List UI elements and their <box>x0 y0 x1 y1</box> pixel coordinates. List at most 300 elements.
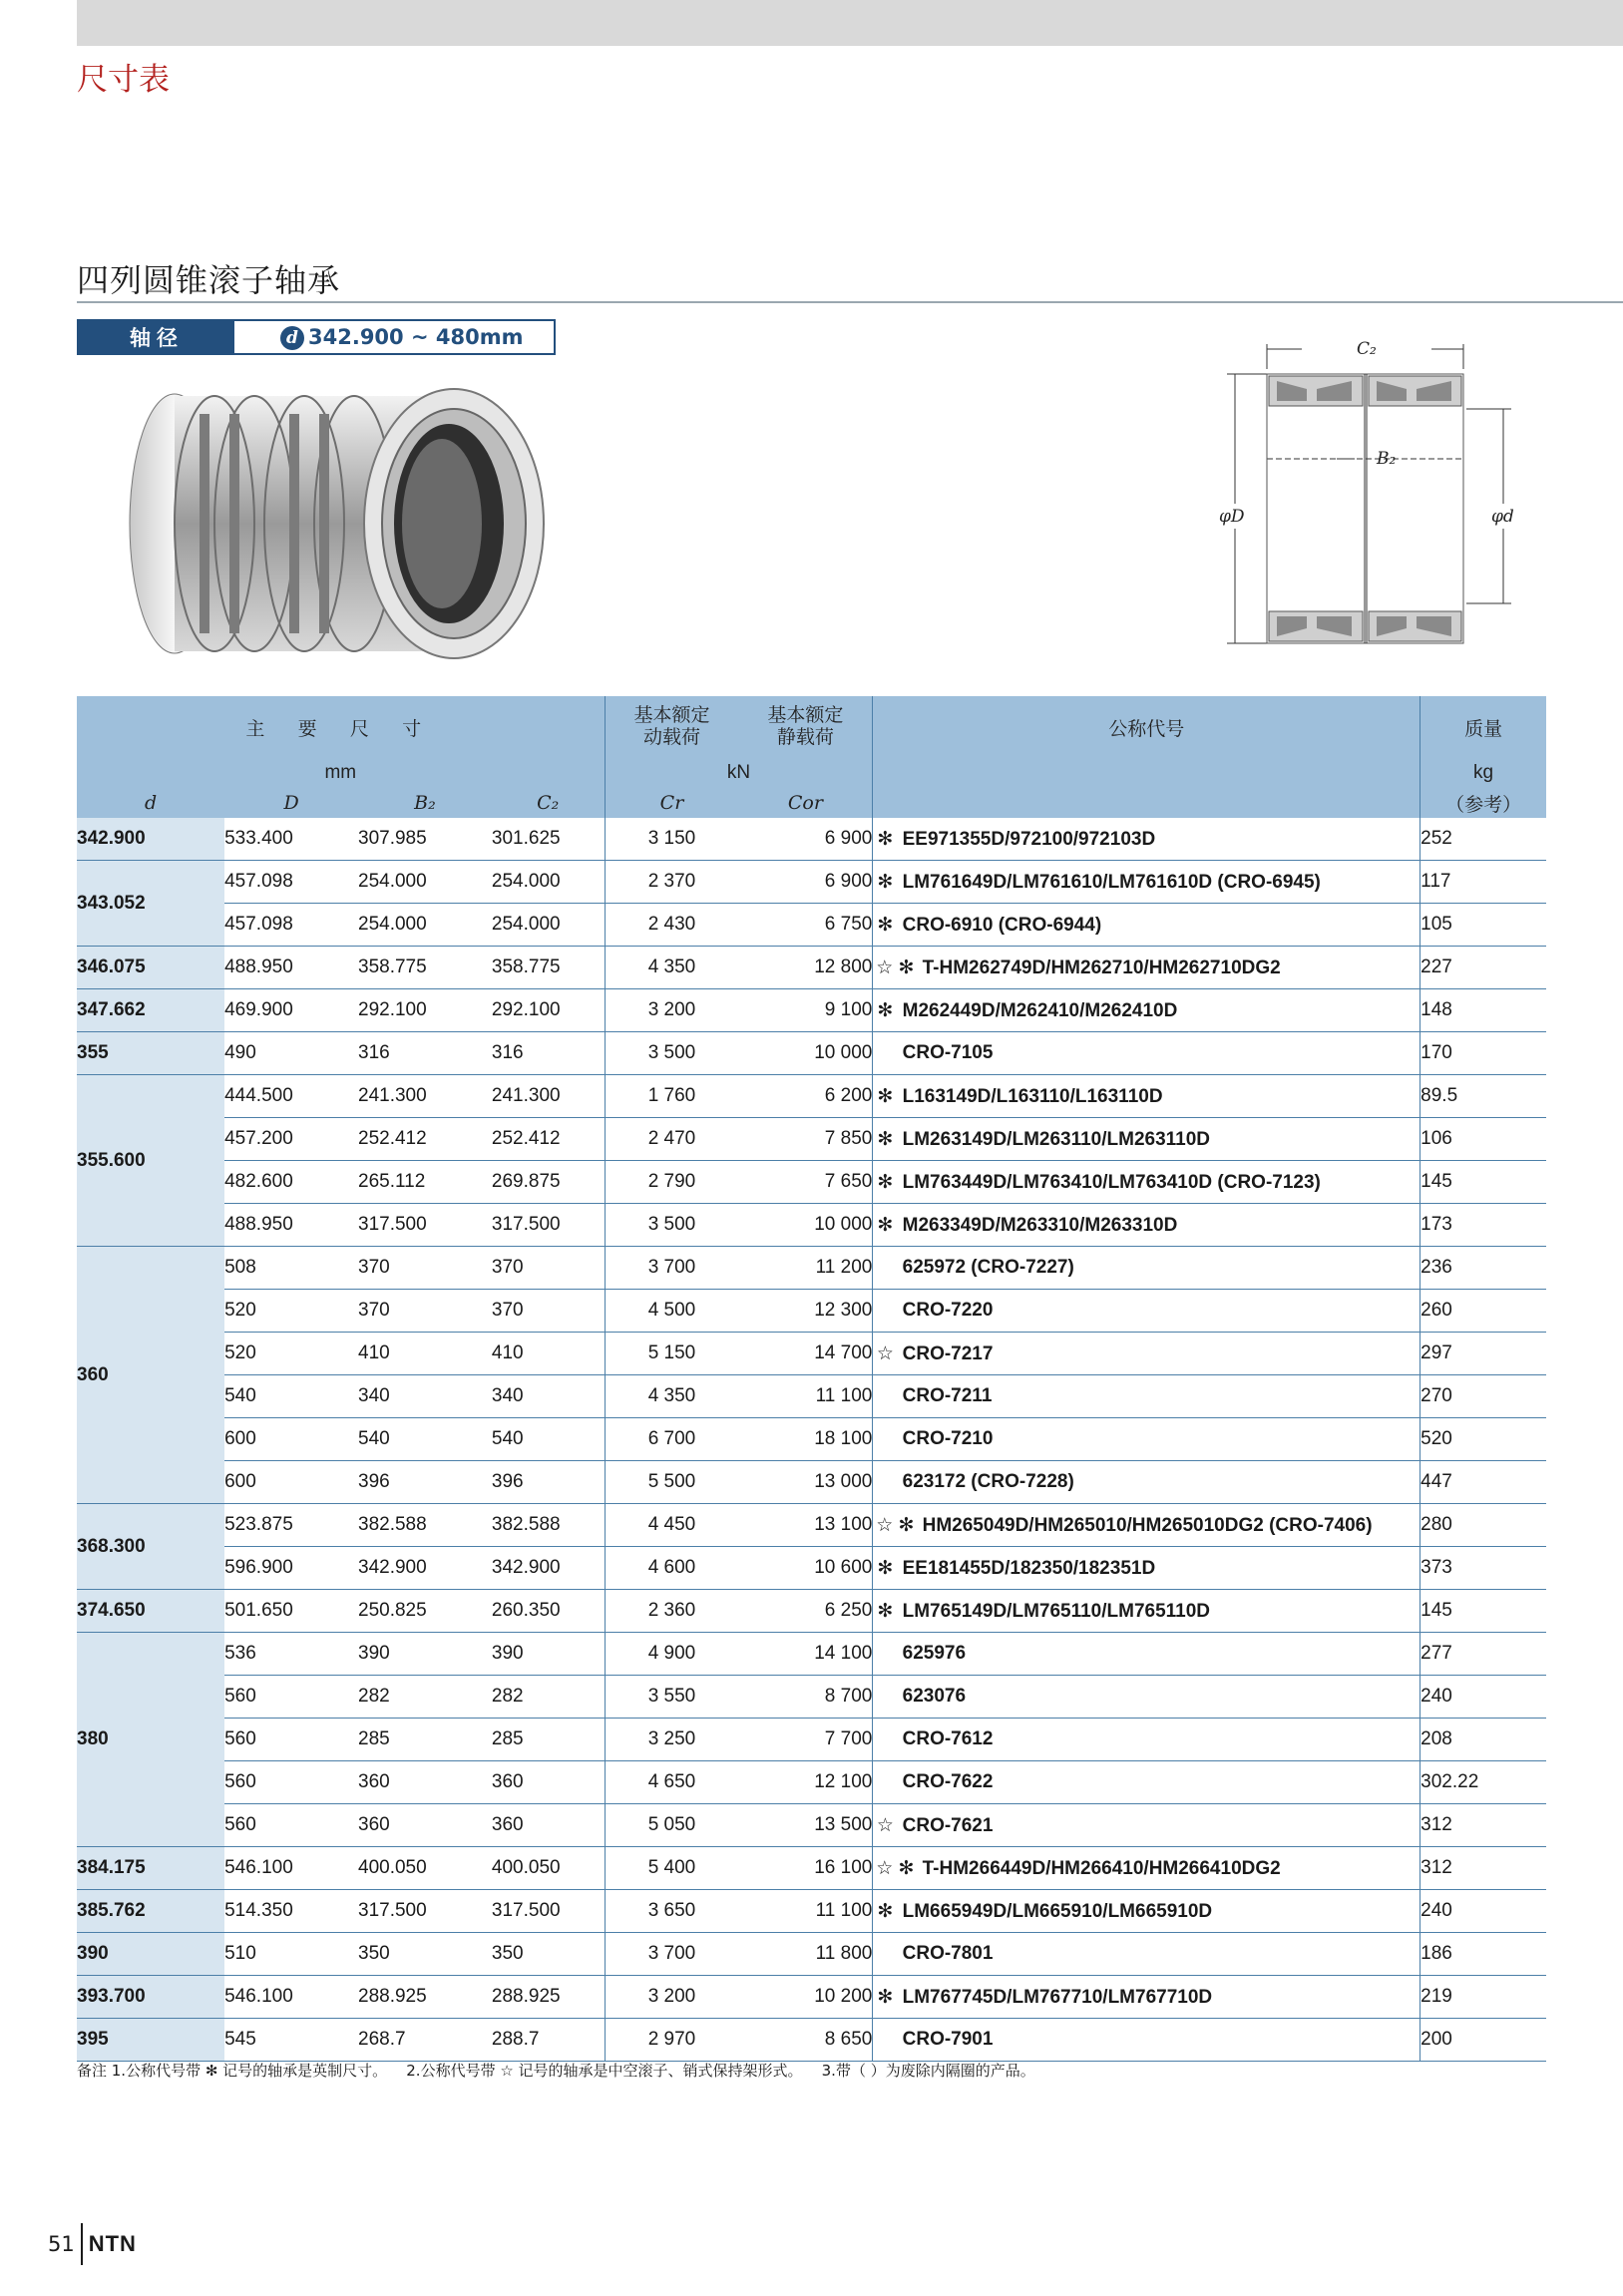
cell-D: 457.200 <box>224 1118 358 1161</box>
code-text: CRO-7621 <box>902 1814 994 1836</box>
header-main-dims: 主 要 尺 寸 <box>77 696 605 758</box>
cell-Cr: 4 600 <box>605 1547 738 1590</box>
table-row <box>77 947 1546 989</box>
cell-C2: 301.625 <box>492 818 605 861</box>
cell-B2: 540 <box>358 1418 492 1461</box>
cell-Cr: 2 430 <box>605 904 738 947</box>
header-unit-mm: mm <box>77 758 605 788</box>
cell-B2: 410 <box>358 1333 492 1375</box>
code-text: LM767745D/LM767710/LM767710D <box>902 1986 1213 2008</box>
cell-mass: 170 <box>1420 1032 1546 1075</box>
cell-mass: 208 <box>1420 1719 1546 1761</box>
cell-code <box>873 1719 1420 1761</box>
cell-mass: 270 <box>1420 1375 1546 1418</box>
cell-D: 596.900 <box>224 1547 358 1590</box>
cell-D: 514.350 <box>224 1890 358 1933</box>
table-row <box>77 1161 1546 1204</box>
cell-code <box>873 2019 1420 2062</box>
table-row <box>77 1032 1546 1075</box>
cell-C2: 400.050 <box>492 1847 605 1890</box>
cell-mass: 447 <box>1420 1461 1546 1504</box>
table-row <box>77 1075 1546 1118</box>
table-row <box>77 1504 1546 1547</box>
cell-B2: 360 <box>358 1761 492 1804</box>
cell-code <box>873 1333 1420 1375</box>
table-row <box>77 1418 1546 1461</box>
cell-Cr: 2 370 <box>605 861 738 904</box>
cell-Cr: 3 500 <box>605 1032 738 1075</box>
code-text: CRO-7211 <box>902 1385 993 1406</box>
cell-C2: 342.900 <box>492 1547 605 1590</box>
cell-Cr: 5 050 <box>605 1804 738 1847</box>
cell-B2: 285 <box>358 1719 492 1761</box>
cell-D: 482.600 <box>224 1161 358 1204</box>
cell-B2: 282 <box>358 1676 492 1719</box>
cell-Cr: 3 650 <box>605 1890 738 1933</box>
cell-D: 510 <box>224 1933 358 1976</box>
table-row <box>77 1118 1546 1161</box>
code-mark: ✻ <box>877 1986 894 2008</box>
table-row <box>77 1290 1546 1333</box>
code-text: 625976 <box>902 1643 967 1664</box>
shaft-range-box <box>77 319 556 355</box>
cell-mass: 312 <box>1420 1847 1546 1890</box>
cell-d: 395 <box>77 2019 224 2062</box>
cell-B2: 254.000 <box>358 904 492 947</box>
bearing-photo <box>105 374 554 673</box>
cell-mass: 105 <box>1420 904 1546 947</box>
cell-B2: 360 <box>358 1804 492 1847</box>
cell-code <box>873 989 1420 1032</box>
cell-B2: 254.000 <box>358 861 492 904</box>
cell-C2: 390 <box>492 1633 605 1676</box>
cell-Cor: 10 200 <box>738 1976 872 2019</box>
cell-mass: 236 <box>1420 1247 1546 1290</box>
cell-Cr: 4 900 <box>605 1633 738 1676</box>
cell-d: 355 <box>77 1032 224 1075</box>
cell-mass: 373 <box>1420 1547 1546 1590</box>
cell-Cor: 7 850 <box>738 1118 872 1161</box>
cell-mass: 106 <box>1420 1118 1546 1161</box>
cell-Cr: 3 500 <box>605 1204 738 1247</box>
cell-mass: 148 <box>1420 989 1546 1032</box>
cell-Cr: 4 650 <box>605 1761 738 1804</box>
cell-Cor: 6 750 <box>738 904 872 947</box>
table-row <box>77 1976 1546 2019</box>
code-text: CRO-7220 <box>902 1300 994 1321</box>
cell-Cor: 12 100 <box>738 1761 872 1804</box>
cell-mass: 252 <box>1420 818 1546 861</box>
cell-mass: 240 <box>1420 1890 1546 1933</box>
cell-Cr: 3 200 <box>605 989 738 1032</box>
cell-B2: 241.300 <box>358 1075 492 1118</box>
code-text: 625972 (CRO-7227) <box>902 1257 1074 1278</box>
cell-Cor: 11 100 <box>738 1890 872 1933</box>
dimension-diagram <box>1207 329 1536 658</box>
cell-mass: 186 <box>1420 1933 1546 1976</box>
code-mark: ☆ ✻ <box>876 1514 915 1536</box>
cell-Cr: 2 790 <box>605 1161 738 1204</box>
code-text: LM761649D/LM761610/LM761610D (CRO-6945) <box>902 871 1321 893</box>
cell-D: 444.500 <box>224 1075 358 1118</box>
cell-Cor: 16 100 <box>738 1847 872 1890</box>
cell-D: 501.650 <box>224 1590 358 1633</box>
cell-mass: 117 <box>1420 861 1546 904</box>
cell-code <box>873 1118 1420 1161</box>
code-text: M263349D/M263310/M263310D <box>902 1214 1178 1236</box>
cell-mass: 219 <box>1420 1976 1546 2019</box>
code-text: LM765149D/LM765110/LM765110D <box>902 1600 1211 1622</box>
cell-D: 540 <box>224 1375 358 1418</box>
cell-d: 343.052 <box>77 861 224 947</box>
code-text: T-HM262749D/HM262710/HM262710DG2 <box>922 957 1281 978</box>
cell-d: 374.650 <box>77 1590 224 1633</box>
cell-d: 342.900 <box>77 818 224 861</box>
spec-table-body <box>77 818 1546 2062</box>
header-unit-kN: kN <box>605 758 873 788</box>
cell-code <box>873 1976 1420 2019</box>
cell-B2: 400.050 <box>358 1847 492 1890</box>
cell-Cr: 3 250 <box>605 1719 738 1761</box>
cell-d: 355.600 <box>77 1075 224 1247</box>
cell-Cor: 11 200 <box>738 1247 872 1290</box>
cell-Cor: 11 100 <box>738 1375 872 1418</box>
code-text: CRO-7801 <box>902 1943 994 1964</box>
cell-code <box>873 1161 1420 1204</box>
cell-Cor: 7 700 <box>738 1719 872 1761</box>
cell-Cor: 11 800 <box>738 1933 872 1976</box>
cell-C2: 410 <box>492 1333 605 1375</box>
cell-D: 488.950 <box>224 1204 358 1247</box>
cell-code <box>873 1590 1420 1633</box>
cell-Cr: 2 970 <box>605 2019 738 2062</box>
top-band <box>77 0 1623 46</box>
table-row <box>77 1204 1546 1247</box>
cell-mass: 145 <box>1420 1161 1546 1204</box>
cell-D: 546.100 <box>224 1847 358 1890</box>
cell-code <box>873 1290 1420 1333</box>
cell-Cr: 5 500 <box>605 1461 738 1504</box>
cell-C2: 382.588 <box>492 1504 605 1547</box>
header-C2: C₂ <box>492 788 605 818</box>
cell-code <box>873 1075 1420 1118</box>
code-text: 623172 (CRO-7228) <box>902 1471 1074 1492</box>
cell-mass: 312 <box>1420 1804 1546 1847</box>
cell-Cor: 13 500 <box>738 1804 872 1847</box>
cell-d: 393.700 <box>77 1976 224 2019</box>
cell-D: 457.098 <box>224 904 358 947</box>
cell-D: 533.400 <box>224 818 358 861</box>
code-mark: ✻ <box>877 1171 894 1193</box>
cell-mass: 173 <box>1420 1204 1546 1247</box>
cell-Cor: 14 100 <box>738 1633 872 1676</box>
cell-code <box>873 1761 1420 1804</box>
cell-D: 520 <box>224 1290 358 1333</box>
cell-C2: 370 <box>492 1290 605 1333</box>
cell-D: 488.950 <box>224 947 358 989</box>
table-row <box>77 861 1546 904</box>
cell-D: 560 <box>224 1804 358 1847</box>
code-mark: ✻ <box>877 871 894 893</box>
cell-Cr: 6 700 <box>605 1418 738 1461</box>
cell-B2: 370 <box>358 1247 492 1290</box>
cell-Cor: 18 100 <box>738 1418 872 1461</box>
cell-C2: 254.000 <box>492 861 605 904</box>
cell-mass: 520 <box>1420 1418 1546 1461</box>
page-number: 51 <box>48 2232 75 2256</box>
cell-Cor: 6 900 <box>738 818 872 861</box>
page-title: 四列圆锥滚子轴承 <box>77 261 341 299</box>
table-row <box>77 1333 1546 1375</box>
cell-B2: 307.985 <box>358 818 492 861</box>
shaft-range <box>234 321 554 353</box>
code-text: CRO-7210 <box>902 1428 994 1449</box>
header-B2: B₂ <box>358 788 492 818</box>
table-row <box>77 1890 1546 1933</box>
cell-C2: 360 <box>492 1761 605 1804</box>
cell-B2: 250.825 <box>358 1590 492 1633</box>
code-text: HM265049D/HM265010/HM265010DG2 (CRO-7406) <box>922 1514 1373 1536</box>
cell-B2: 252.412 <box>358 1118 492 1161</box>
table-row <box>77 1676 1546 1719</box>
table-row <box>77 989 1546 1032</box>
title-rule <box>77 301 1623 303</box>
code-text: T-HM266449D/HM266410/HM266410DG2 <box>922 1857 1281 1879</box>
cell-C2: 350 <box>492 1933 605 1976</box>
cell-D: 523.875 <box>224 1504 358 1547</box>
header-d: d <box>77 788 224 818</box>
cell-Cr: 5 400 <box>605 1847 738 1890</box>
shaft-label: 轴径 <box>79 321 234 353</box>
cell-B2: 340 <box>358 1375 492 1418</box>
cell-Cor: 12 300 <box>738 1290 872 1333</box>
cell-Cr: 4 350 <box>605 947 738 989</box>
table-row <box>77 1547 1546 1590</box>
spec-table <box>77 696 1546 2062</box>
table-row <box>77 1633 1546 1676</box>
cell-Cor: 6 200 <box>738 1075 872 1118</box>
table-row <box>77 904 1546 947</box>
cell-mass: 260 <box>1420 1290 1546 1333</box>
cell-C2: 358.775 <box>492 947 605 989</box>
cell-Cor: 10 000 <box>738 1204 872 1247</box>
cell-D: 600 <box>224 1418 358 1461</box>
cell-B2: 268.7 <box>358 2019 492 2062</box>
cell-Cr: 4 500 <box>605 1290 738 1333</box>
cell-C2: 288.925 <box>492 1976 605 2019</box>
cell-B2: 292.100 <box>358 989 492 1032</box>
cell-Cor: 14 700 <box>738 1333 872 1375</box>
code-mark: ✻ <box>877 1600 894 1622</box>
phiD-label: φD <box>1219 507 1245 527</box>
header-stat-load: 基本额定 静载荷 <box>738 696 872 758</box>
cell-Cor: 13 100 <box>738 1504 872 1547</box>
header-Cr: Cr <box>605 788 738 818</box>
table-row <box>77 1461 1546 1504</box>
cell-Cor: 8 700 <box>738 1676 872 1719</box>
cell-D: 600 <box>224 1461 358 1504</box>
cell-code <box>873 1375 1420 1418</box>
code-text: EE181455D/182350/182351D <box>902 1557 1156 1579</box>
table-row <box>77 1719 1546 1761</box>
table-row <box>77 1247 1546 1290</box>
table-row <box>77 818 1546 861</box>
code-mark: ✻ <box>877 1557 894 1579</box>
cell-Cor: 12 800 <box>738 947 872 989</box>
cell-code <box>873 1633 1420 1676</box>
footer <box>48 2224 137 2264</box>
footer-divider <box>81 2223 83 2265</box>
table-row <box>77 1933 1546 1976</box>
cell-Cr: 3 700 <box>605 1247 738 1290</box>
header-code: 公称代号 <box>873 696 1420 758</box>
phid-label: φd <box>1491 507 1514 527</box>
cell-B2: 342.900 <box>358 1547 492 1590</box>
cell-B2: 265.112 <box>358 1161 492 1204</box>
cell-D: 520 <box>224 1333 358 1375</box>
table-row <box>77 1847 1546 1890</box>
code-mark: ☆ <box>876 1814 894 1836</box>
cell-Cor: 10 000 <box>738 1032 872 1075</box>
cell-Cor: 10 600 <box>738 1547 872 1590</box>
cell-C2: 360 <box>492 1804 605 1847</box>
code-text: LM763449D/LM763410/LM763410D (CRO-7123) <box>902 1171 1321 1193</box>
b2-label: B₂ <box>1377 449 1397 469</box>
cell-d: 380 <box>77 1633 224 1847</box>
cell-mass: 302.22 <box>1420 1761 1546 1804</box>
code-text: LM665949D/LM665910/LM665910D <box>902 1900 1213 1922</box>
cell-C2: 252.412 <box>492 1118 605 1161</box>
cell-code <box>873 818 1420 861</box>
cell-B2: 288.925 <box>358 1976 492 2019</box>
cell-mass: 297 <box>1420 1333 1546 1375</box>
cell-Cr: 3 200 <box>605 1976 738 2019</box>
code-text: CRO-7612 <box>902 1728 994 1749</box>
code-text: LM263149D/LM263110/LM263110D <box>902 1128 1211 1150</box>
cell-D: 457.098 <box>224 861 358 904</box>
code-text: M262449D/M262410/M262410D <box>902 999 1178 1021</box>
cell-code <box>873 947 1420 989</box>
cell-B2: 382.588 <box>358 1504 492 1547</box>
cell-C2: 396 <box>492 1461 605 1504</box>
cell-B2: 316 <box>358 1032 492 1075</box>
code-text: 623076 <box>902 1686 967 1707</box>
cell-B2: 317.500 <box>358 1204 492 1247</box>
code-mark: ✻ <box>877 1900 894 1922</box>
cell-Cr: 1 760 <box>605 1075 738 1118</box>
code-mark: ☆ ✻ <box>876 1857 915 1879</box>
cell-Cr: 5 150 <box>605 1333 738 1375</box>
cell-Cor: 8 650 <box>738 2019 872 2062</box>
cell-code <box>873 1461 1420 1504</box>
cell-Cr: 3 150 <box>605 818 738 861</box>
code-mark: ✻ <box>877 999 894 1021</box>
d-symbol-icon: d <box>280 326 304 350</box>
cell-B2: 358.775 <box>358 947 492 989</box>
cell-Cr: 2 360 <box>605 1590 738 1633</box>
cell-D: 490 <box>224 1032 358 1075</box>
cell-B2: 317.500 <box>358 1890 492 1933</box>
cell-C2: 288.7 <box>492 2019 605 2062</box>
section-title: 尺寸表 <box>77 62 170 98</box>
cell-Cor: 7 650 <box>738 1161 872 1204</box>
cell-Cor: 13 000 <box>738 1461 872 1504</box>
cell-C2: 269.875 <box>492 1161 605 1204</box>
cell-C2: 254.000 <box>492 904 605 947</box>
cell-D: 508 <box>224 1247 358 1290</box>
cell-mass: 240 <box>1420 1676 1546 1719</box>
cell-Cr: 3 550 <box>605 1676 738 1719</box>
cell-B2: 370 <box>358 1290 492 1333</box>
cell-C2: 241.300 <box>492 1075 605 1118</box>
cell-D: 560 <box>224 1676 358 1719</box>
cell-C2: 292.100 <box>492 989 605 1032</box>
code-mark: ✻ <box>877 914 894 936</box>
header-code-blank2 <box>873 788 1420 818</box>
cell-code <box>873 1204 1420 1247</box>
cell-Cr: 3 700 <box>605 1933 738 1976</box>
cell-D: 545 <box>224 2019 358 2062</box>
ntn-logo: NTN <box>88 2231 137 2256</box>
cell-mass: 227 <box>1420 947 1546 989</box>
cell-C2: 317.500 <box>492 1204 605 1247</box>
cell-mass: 145 <box>1420 1590 1546 1633</box>
cell-B2: 396 <box>358 1461 492 1504</box>
cell-D: 560 <box>224 1761 358 1804</box>
cell-code <box>873 1504 1420 1547</box>
table-row <box>77 1590 1546 1633</box>
code-text: CRO-7217 <box>902 1342 994 1364</box>
cell-code <box>873 1676 1420 1719</box>
header-dyn-load: 基本额定 动载荷 <box>605 696 738 758</box>
code-mark: ✻ <box>877 1085 894 1107</box>
c2-label: C₂ <box>1357 339 1377 359</box>
cell-Cr: 2 470 <box>605 1118 738 1161</box>
shaft-range-text: 342.900 ~ 480mm <box>308 325 524 349</box>
header-D: D <box>224 788 358 818</box>
cell-D: 546.100 <box>224 1976 358 2019</box>
code-text: CRO-7901 <box>902 2029 994 2050</box>
cell-code <box>873 861 1420 904</box>
header-Cor: Cor <box>738 788 872 818</box>
code-mark: ✻ <box>877 1214 894 1236</box>
cell-code <box>873 1933 1420 1976</box>
cell-C2: 370 <box>492 1247 605 1290</box>
cell-B2: 390 <box>358 1633 492 1676</box>
cell-C2: 260.350 <box>492 1590 605 1633</box>
code-mark: ✻ <box>877 1128 894 1150</box>
code-mark: ☆ ✻ <box>876 957 915 978</box>
code-text: CRO-6910 (CRO-6944) <box>902 914 1102 936</box>
cell-C2: 316 <box>492 1032 605 1075</box>
cell-code <box>873 1890 1420 1933</box>
table-row <box>77 1375 1546 1418</box>
cell-d: 346.075 <box>77 947 224 989</box>
cell-code <box>873 1032 1420 1075</box>
code-mark: ☆ <box>876 1342 894 1364</box>
cell-Cor: 6 250 <box>738 1590 872 1633</box>
cell-code <box>873 904 1420 947</box>
cell-mass: 277 <box>1420 1633 1546 1676</box>
cell-code <box>873 1804 1420 1847</box>
code-text: EE971355D/972100/972103D <box>902 828 1156 850</box>
code-text: CRO-7622 <box>902 1771 994 1792</box>
cell-code <box>873 1847 1420 1890</box>
code-text: CRO-7105 <box>902 1042 994 1063</box>
cell-B2: 350 <box>358 1933 492 1976</box>
cell-code <box>873 1247 1420 1290</box>
cell-Cor: 6 900 <box>738 861 872 904</box>
